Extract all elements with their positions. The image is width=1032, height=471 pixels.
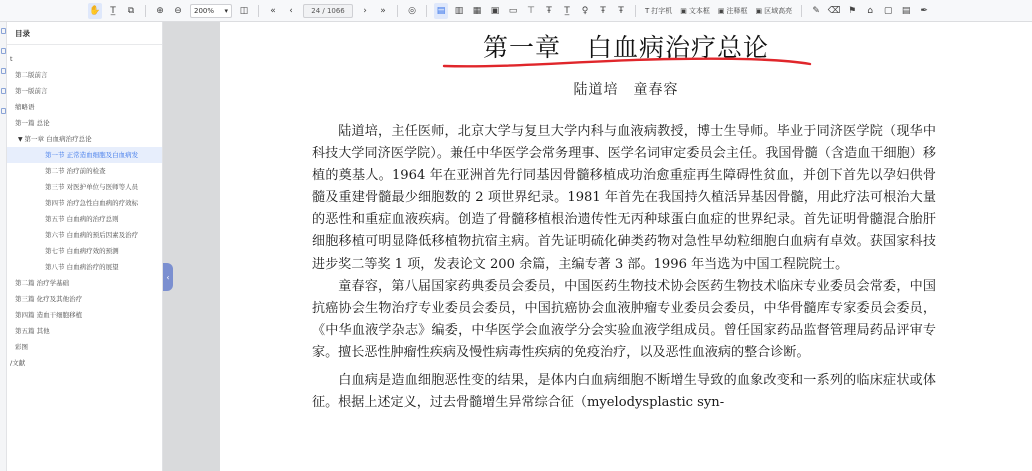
callout-label: 注释框 [726,6,748,15]
left-icon-rail [0,22,7,471]
toc-item[interactable] [7,259,162,275]
first-page-icon[interactable]: « [270,5,276,16]
zoom-select[interactable] [190,4,232,18]
toc-item[interactable] [7,195,162,211]
toc-item[interactable] [7,115,162,131]
toc-item-label: 第五篇 其他 [15,327,50,335]
toolbar-divider [426,5,427,17]
toolbar-divider [635,5,636,17]
toolbar-divider [258,5,259,17]
toc-item-label: t [10,55,13,63]
toc-item-label: 第二篇 治疗学基础 [15,279,70,287]
text-insert-icon[interactable]: ⊤ [527,5,535,16]
squiggly-icon[interactable]: Ŧ [618,5,624,16]
toolbar-divider [145,5,146,17]
textbox-label: 文本框 [688,6,710,15]
read-mode-icon[interactable]: ◎ [408,5,416,16]
comment-icon[interactable]: ▢ [883,5,893,16]
collapse-sidebar-button[interactable] [163,263,173,291]
underline-icon[interactable]: T̲ [564,5,570,16]
toc-item-label: 第三节 对医护单位与医师等人员 [45,183,139,191]
strikethrough-icon[interactable]: Ŧ [600,5,606,16]
signature-icon[interactable]: ✒ [920,5,928,16]
toc-item-label: 第四节 治疗急性白血病的疗效标 [45,199,139,207]
toc-item-label: 第三篇 化疗及其他治疗 [15,295,83,303]
search-icon[interactable] [1,108,6,114]
toc-item-label: 第二版前言 [15,71,48,79]
toc-item-label: 第一章 白血病治疗总论 [24,135,92,143]
toc-sidebar [7,22,163,471]
textbox-button[interactable] [678,3,712,19]
toc-item[interactable] [7,227,162,243]
next-page-icon[interactable]: › [363,5,367,16]
outline-icon[interactable] [1,28,6,34]
two-page-icon[interactable]: ▦ [472,5,482,16]
toc-item[interactable] [7,323,162,339]
toc-item[interactable] [7,147,162,163]
zoom-in-icon[interactable]: ⊕ [156,5,164,16]
toc-item[interactable] [7,275,162,291]
toc-item-label: 第八节 白血病治疗的展望 [45,263,119,271]
toc-item-label: 第一版前言 [15,87,48,95]
body-text [312,121,936,414]
toc-item[interactable] [7,291,162,307]
typewriter-label: 打字机 [651,6,673,15]
prev-page-icon[interactable]: ‹ [289,5,293,16]
area-highlight-icon: ▣ [755,6,763,15]
note-icon[interactable]: ▭ [508,5,518,16]
chapter-title: 第一章 白血病治疗总论 [482,33,769,62]
toc-item[interactable] [7,307,162,323]
text-replace-icon[interactable]: Ŧ [546,5,552,16]
last-page-icon[interactable]: » [380,5,386,16]
page-indicator-text: 24 / 1066 [311,6,345,15]
toolbar-divider [397,5,398,17]
toc-divider [7,44,162,45]
toc-item[interactable] [7,51,162,67]
hand-tool-icon[interactable]: ✋ [88,3,102,19]
eraser-icon[interactable]: ⌫ [827,5,841,16]
toc-item-label: 第六节 白血病的预后因素及治疗 [45,231,139,239]
toolbar-divider [801,5,802,17]
textbox-icon: ▣ [680,6,687,15]
toc-item[interactable] [7,211,162,227]
stamp-icon[interactable]: ⚑ [848,5,857,16]
toc-item[interactable] [7,339,162,355]
callout-icon: ▣ [717,6,725,15]
attachment-icon[interactable]: ▤ [901,5,911,16]
toolbar [0,0,1032,22]
paragraph: 陆道培，主任医师，北京大学与复旦大学内科与血液病教授，博士生导师。毕业于同济医学院（现华中科技大学同济医学院）。兼任中华医学会常务理事、医学名词审定委员会主任。我国骨髓（含造血干细胞）移植的奠基人。1964 年在亚洲首先行同基因骨髓移植成功治愈重症再生障碍性贫血，并创下首先以孕妇供骨髓及重建骨髓最少细胞数的 2 项世界纪录。1981 年首先在我国持久植活异基因骨髓，用此疗法可根治大量的恶性和重症血液疾病。创造了骨髓移植根治遗传性无丙种球蛋白血症的世界纪录。首先证明骨髓混合胎肝细胞移植可明显降低移植物抗宿主病。首先证明硫化砷类药物对急性早幼粒细胞白血病有卓效。获国家科技进步奖二等奖 1 项，发表论文 200 余篇，主编专著 3 部。1996 年当选为中国工程院院士。 [312,124,936,272]
page-indicator[interactable] [303,4,353,18]
thumbnail-icon[interactable]: ▣ [490,5,500,16]
zoom-out-icon[interactable]: ⊖ [174,5,182,16]
continuous-page-icon[interactable]: ▥ [454,5,464,16]
toc-item-label: 彩图 [15,343,28,351]
expand-triangle-icon[interactable]: ▼ [18,136,25,143]
toc-list [7,51,162,371]
paragraph: 童春容，第八届国家药典委员会委员，中国医药生物技术协会医药生物技术临床专业委员会常委，中国抗癌协会生物治疗专业委员会委员，中国抗癌协会血液肿瘤专业委员会委员，中华骨髓库专家委员会委员，《中华血液学杂志》编委，中华医学会血液学分会实验血液学组成员。曾任国家药品监督管理局药品评审专家。擅长恶性肿瘤性疾病及慢性病毒性疾病的免疫治疗，以及恶性血液病的整合诊断。 [312,278,936,360]
toc-item-label: 第四篇 造血干细胞移植 [15,311,83,319]
toc-item[interactable] [7,131,162,147]
toc-item-label: 第一节 正常造血细胞及白血病发 [45,151,139,159]
toc-item-label: /文献 [10,359,26,367]
area-highlight-label: 区域高亮 [764,6,793,15]
chevron-left-icon: ‹ [166,272,170,282]
page-layout-icon[interactable]: ◫ [239,5,249,16]
toc-item[interactable] [7,67,162,83]
authors: 陆道培 童春容 [573,82,679,98]
shapes-icon[interactable]: ⌂ [867,5,874,16]
select-text-icon[interactable]: T̲ [110,5,116,16]
toc-item[interactable] [7,83,162,99]
toc-item[interactable] [7,99,162,115]
red-underline-annotation[interactable] [442,56,812,70]
toc-item-label: 第二节 治疗前的检查 [45,167,106,175]
toc-item-label: 缩略语 [15,103,35,111]
document-page [220,22,1032,471]
paragraph: 白血病是造血细胞恶性变的结果，是体内白血病细胞不断增生导致的血象改变和一系列的临床症状或体征。根据上述定义，过去骨髓增生异常综合征（myelodysplastic syn- [312,373,936,411]
chevron-down-icon: ▾ [224,6,228,15]
toc-item-label: 第七节 白血病疗效的预测 [45,247,119,255]
toc-item[interactable] [7,179,162,195]
toc-item[interactable] [7,355,162,371]
bookmarks-icon[interactable] [1,68,6,74]
snapshot-icon[interactable]: ⧉ [127,5,135,16]
toc-item[interactable] [7,243,162,259]
highlight-icon[interactable]: ♀ [581,5,589,16]
toc-item[interactable] [7,163,162,179]
typewriter-button[interactable] [643,3,674,19]
toc-item-label: 第一篇 总论 [15,119,50,127]
typewriter-icon: T [645,6,650,15]
toc-item-label: 第五节 白血病的治疗总则 [45,215,119,223]
toc-title: 目录 [15,29,30,38]
single-page-icon[interactable]: ▤ [434,3,448,19]
callout-button[interactable] [716,3,750,19]
thumbnails-icon[interactable] [1,48,6,54]
area-highlight-button[interactable] [754,3,795,19]
zoom-value: 200% [194,6,215,15]
pencil-icon[interactable]: ✎ [812,5,820,16]
annotations-icon[interactable] [1,88,6,94]
